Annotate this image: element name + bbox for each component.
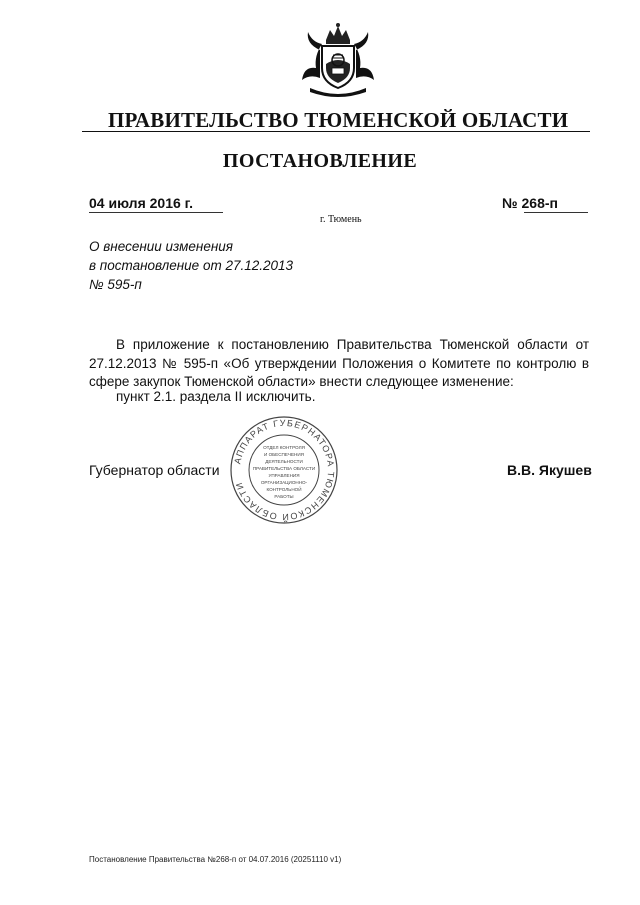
- document-date: 04 июля 2016 г.: [89, 195, 193, 211]
- tyumen-coat-of-arms-icon: [296, 22, 380, 102]
- body-item: пункт 2.1. раздела II исключить.: [116, 389, 316, 404]
- body-paragraph: В приложение к постановлению Правительства Тюменской области от 27.12.2013 № 595-п «Об утверждении Положения о Комитете по контролю в сфере закупок Тюменской области» внести следующее изменение:: [89, 337, 589, 389]
- document-footer: Постановление Правительства №268-п от 04.07.2016 (20251110 v1): [89, 855, 342, 864]
- subject-line: № 595-п: [89, 277, 142, 292]
- seal-ring-text: АППАРАТ ГУБЕРНАТОРА ТЮМЕНСКОЙ ОБЛАСТИ: [232, 417, 337, 523]
- signer-title: Губернатор области: [89, 462, 220, 478]
- seal-center-line: ПРАВИТЕЛЬСТВА ОБЛАСТИ: [252, 466, 316, 471]
- seal-center-line: КОНТРОЛЬНОЙ: [266, 487, 302, 492]
- signer-name: В.В. Якушев: [507, 462, 592, 478]
- document-type: ПОСТАНОВЛЕНИЕ: [222, 150, 418, 172]
- subject-line: в постановление от 27.12.2013: [89, 258, 294, 273]
- date-underline: [89, 212, 223, 213]
- document-subject: [89, 237, 293, 294]
- number-underline: [524, 212, 588, 213]
- title-divider: [82, 131, 590, 132]
- seal-center-line: ОРГАНИЗАЦИОННО-: [260, 480, 308, 485]
- seal-center-line: РАБОТЫ: [274, 494, 294, 499]
- seal-center-line: ДЕЯТЕЛЬНОСТИ: [265, 459, 303, 464]
- seal-center-line: ОТДЕЛ КОНТРОЛЯ: [263, 445, 305, 450]
- seal-center-line: И ОБЕСПЕЧЕНИЯ: [264, 452, 304, 457]
- subject-line: О внесении изменения: [89, 239, 234, 254]
- government-title: ПРАВИТЕЛЬСТВО ТЮМЕНСКОЙ ОБЛАСТИ: [108, 108, 569, 132]
- document-number: № 268-п: [502, 195, 558, 211]
- document-city: г. Тюмень: [320, 214, 362, 225]
- seal-center-line: УПРАВЛЕНИЯ: [268, 473, 300, 478]
- official-stamp-icon: [229, 415, 339, 525]
